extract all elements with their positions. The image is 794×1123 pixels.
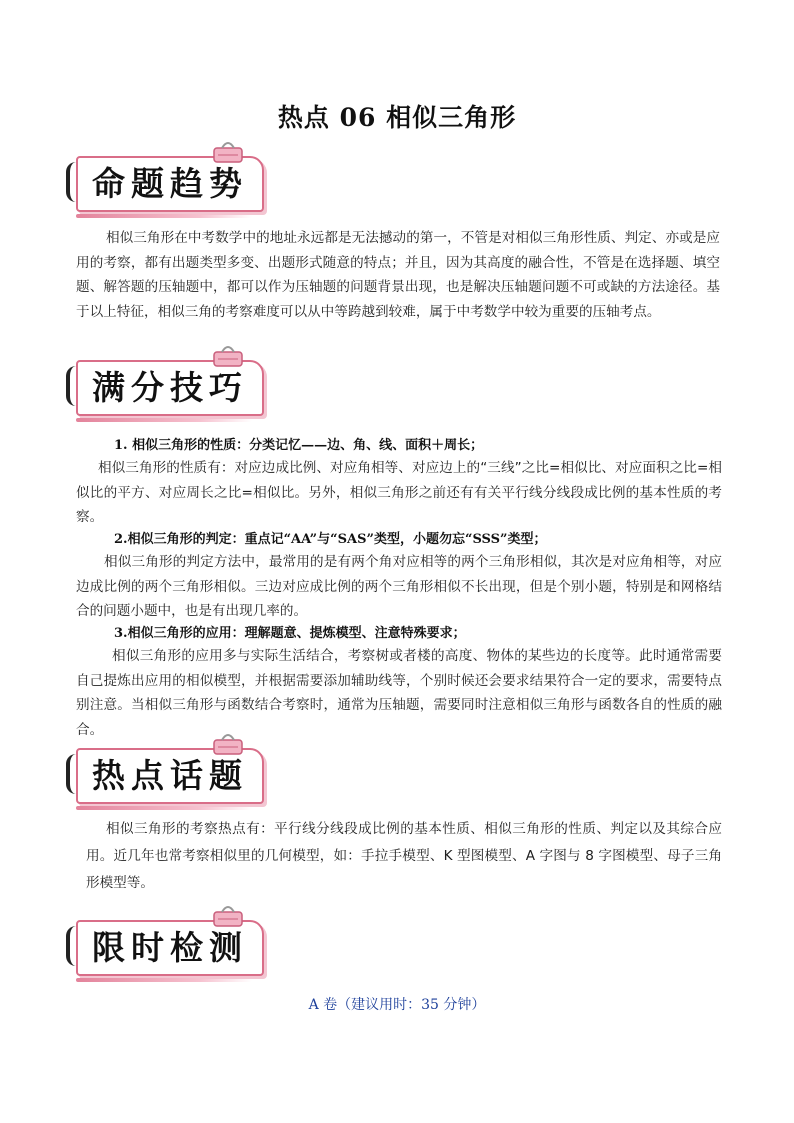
banner-test xyxy=(72,912,268,976)
banner-hot xyxy=(72,740,268,804)
skill-heading-2: 2.相似三角形的判定：重点记“AA”与“SAS”类型，小题勿忘“SSS”类型； xyxy=(114,532,547,547)
skill-paragraph-3: 相似三角形的应用多与实际生活结合，考察树或者楼的高度、物体的某些边的长度等。此时通常需要自己提炼出应用的相似模型，并根据需要添加辅助线等，个别时候还会要求结果符合一定的要求，需要特点别注意。当相似三角形与函数结合考察时，通常为压轴题，需要同时注意相似三角形与函数各自的性质的融合。 xyxy=(76,648,722,738)
skill-heading-3: 3.相似三角形的应用：理解题意、提炼模型、注意特殊要求； xyxy=(114,626,466,641)
hook-icon xyxy=(66,366,84,406)
hook-icon xyxy=(66,162,84,202)
skill-heading-1: 1. 相似三角形的性质：分类记忆——边、角、线、面积＋周长； xyxy=(114,438,484,453)
trend-paragraph: 相似三角形在中考数学中的地址永远都是无法撼动的第一，不管是对相似三角形性质、判定、亦或是应用的考察，都有出题类型多变、出题形式随意的特点；并且，因为其高度的融合性，不管是在选择题、填空题、解答题的压轴题中，都可以作为压轴题的问题背景出现，也是解决压轴题问题不可或缺的方法途径。基于以上特征，相似三角的考察难度可以从中等跨越到较难，属于中考数学中较为重要的压轴考点。 xyxy=(76,230,720,320)
banner-label: 热点话题 xyxy=(92,756,248,795)
banner-skills xyxy=(72,352,268,416)
a-paper-label: A 卷（建议用时：35 分钟） xyxy=(308,997,486,1013)
banner-label: 限时检测 xyxy=(92,928,248,967)
banner-trend xyxy=(72,148,268,212)
banner-label: 满分技巧 xyxy=(92,368,248,407)
page-title: 热点 06 相似三角形 xyxy=(277,103,517,132)
hook-icon xyxy=(66,754,84,794)
skill-paragraph-2: 相似三角形的判定方法中，最常用的是有两个角对应相等的两个三角形相似，其次是对应角相等，对应边成比例的两个三角形相似。三边对应成比例的两个三角形相似不长出现，但是个别小题，特别是和网格结合的问题小题中，也是有出现几率的。 xyxy=(76,554,722,619)
banner-label: 命题趋势 xyxy=(92,164,248,203)
skill-paragraph-1: 相似三角形的性质有：对应边成比例、对应角相等、对应边上的“三线”之比=相似比、对应面积之比=相似比的平方、对应周长之比=相似比。另外，相似三角形之前还有有关平行线分线段成比例的基本性质的考察。 xyxy=(76,460,722,525)
hook-icon xyxy=(66,926,84,966)
hot-paragraph: 相似三角形的考察热点有：平行线分线段成比例的基本性质、相似三角形的性质、判定以及其综合应用。近几年也常考察相似里的几何模型，如：手拉手模型、K 型图模型、A 字图与 8 字图模型、母子三角形模型等。 xyxy=(86,821,722,891)
